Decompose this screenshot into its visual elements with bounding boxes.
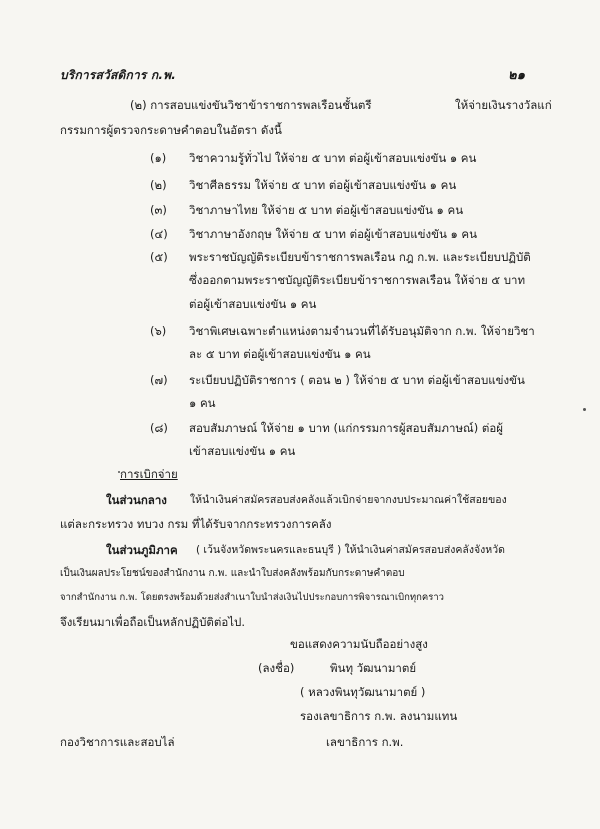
- item-text: เข้าสอบแข่งขัน ๑ คน: [189, 444, 296, 458]
- regional-text: เป็นเงินผลประโยชน์ของสำนักงาน ก.พ. และนำใบส่งคลังพร้อมกับกระดาษคำตอบ: [60, 568, 405, 579]
- central-text: ให้นำเงินค่าสมัครสอบส่งคลังแล้วเบิกจ่ายจากงบประมาณค่าใช้สอยของ: [190, 494, 507, 506]
- scan-speck: [118, 471, 120, 473]
- regional-text: จากสำนักงาน ก.พ. โดยตรงพร้อมด้วยส่งสำเนาใบนำส่งเงินไปประกอบการพิจารณาเบิกทุกคราว: [60, 592, 445, 603]
- item-text: พระราชบัญญัติระเบียบข้าราชการพลเรือน กฎ ก.พ. และระเบียบปฏิบัติ: [189, 250, 531, 264]
- department-name: กองวิชาการและสอบไล่: [60, 735, 175, 749]
- signatory-full-name: ( หลวงพินทุวัฒนามาตย์ ): [300, 685, 426, 699]
- signatory-title: เลขาธิการ ก.พ.: [326, 735, 404, 749]
- item-text: ๑ คน: [189, 396, 216, 410]
- item-text: ต่อผู้เข้าสอบแข่งขัน ๑ คน: [189, 297, 317, 311]
- item-number: (๓): [150, 203, 167, 217]
- item-number: (๕): [150, 250, 168, 264]
- header-title: บริการสวัสดิการ ก.พ.: [60, 68, 177, 82]
- section-2-intro: กรรมการผู้ตรวจกระดาษคำตอบในอัตรา ดังนี้: [60, 123, 282, 137]
- item-text: ซึ่งออกตามพระราชบัญญัติระเบียบข้าราชการพลเรือน ให้จ่าย ๕ บาท: [189, 273, 526, 287]
- item-number: (๖): [150, 324, 167, 338]
- item-text: ระเบียบปฏิบัติราชการ ( ตอน ๒ ) ให้จ่าย ๕ บาท ต่อผู้เข้าสอบแข่งขัน: [189, 373, 525, 387]
- item-number: (๔): [150, 227, 168, 241]
- item-text: ละ ๕ บาท ต่อผู้เข้าสอบแข่งขัน ๑ คน: [189, 347, 371, 361]
- item-text: วิชาศีลธรรม ให้จ่าย ๕ บาท ต่อผู้เข้าสอบแข่งขัน ๑ คน: [189, 178, 457, 192]
- regional-text: ( เว้นจังหวัดพระนครและธนบุรี ) ให้นำเงินค่าสมัครสอบส่งคลังจังหวัด: [196, 544, 505, 556]
- closing-salutation: ขอแสดงความนับถืออย่างสูง: [290, 637, 428, 651]
- item-text: วิชาภาษาอังกฤษ ให้จ่าย ๕ บาท ต่อผู้เข้าสอบแข่งขัน ๑ คน: [189, 227, 477, 241]
- signed-label: (ลงชื่อ): [258, 661, 295, 675]
- signatory-name: พินทุ วัฒนามาตย์: [330, 661, 417, 675]
- item-number: (๑): [150, 151, 167, 165]
- page-number: ๒๑: [508, 68, 526, 83]
- section-2-heading: (๒) การสอบแข่งขันวิชาข้าราชการพลเรือนชั้นตรี: [130, 98, 372, 112]
- item-number: (๒): [150, 178, 167, 192]
- deputy-title: รองเลขาธิการ ก.พ. ลงนามแทน: [300, 709, 458, 723]
- section-2-heading-cont: ให้จ่ายเงินรางวัลแก่: [455, 98, 552, 112]
- central-text: แต่ละกระทรวง ทบวง กรม ที่ได้รับจากกระทรวงการคลัง: [60, 517, 332, 531]
- regional-label: ในส่วนภูมิภาค: [106, 543, 178, 557]
- scan-speck: [583, 408, 586, 411]
- central-label: ในส่วนกลาง: [106, 493, 167, 507]
- item-text: วิชาพิเศษเฉพาะตำแหน่งตามจำนวนที่ได้รับอนุมัติจาก ก.พ. ให้จ่ายวิชา: [189, 324, 535, 338]
- item-text: สอบสัมภาษณ์ ให้จ่าย ๑ บาท (แก่กรรมการผู้สอบสัมภาษณ์) ต่อผู้: [189, 421, 503, 435]
- payment-heading: การเบิกจ่าย: [120, 467, 178, 481]
- closing-statement: จึงเรียนมาเพื่อถือเป็นหลักปฏิบัติต่อไป.: [60, 615, 245, 629]
- item-text: วิชาความรู้ทั่วไป ให้จ่าย ๕ บาท ต่อผู้เข้าสอบแข่งขัน ๑ คน: [189, 151, 477, 165]
- item-number: (๗): [150, 373, 168, 387]
- item-text: วิชาภาษาไทย ให้จ่าย ๕ บาท ต่อผู้เข้าสอบแข่งขัน ๑ คน: [189, 203, 464, 217]
- item-number: (๘): [150, 421, 168, 435]
